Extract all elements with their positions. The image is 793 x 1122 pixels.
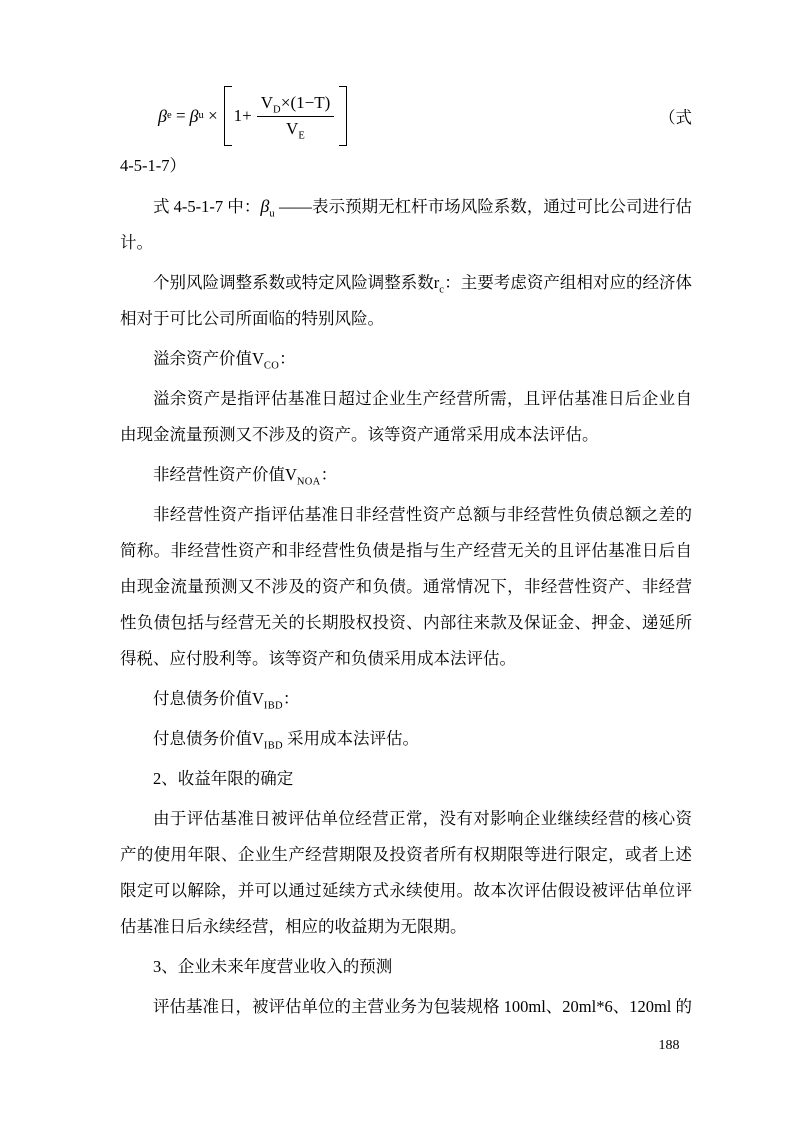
heading-section-2-income-period: 2、收益年限的确定 bbox=[153, 769, 294, 788]
left-bracket bbox=[224, 86, 232, 146]
rc-variable: r bbox=[433, 273, 440, 292]
heading-non-operating-assets: 非经营性资产价值$V_{NOA}$： bbox=[153, 465, 338, 488]
equation-label-wrap: 4-5-1-7） bbox=[120, 156, 186, 175]
page-content bbox=[120, 84, 692, 1029]
paragraph-non-operating-assets: 非经营性资产指评估基准日非经营性资产总额与非经营性负债总额之差的简称。非经营性资产和非经营性负债是指与生产经营无关的且评估基准日后自由现金流量预测又不涉及的资产和负债。通常情况下，非经营性资产、非经营性负债包括与经营无关的长期股权投资、内部往来款及保证金、押金、递延所得税、应付股利等。该等资产和负债采用成本法评估。 bbox=[120, 505, 692, 668]
vnoa-variable: V bbox=[285, 465, 297, 484]
paragraph-risk-adjustment: 个别风险调整系数或特定风险调整系数$r_c$：主要考虑资产组相对应的经济体相对于可比公司所面临的特别风险。 bbox=[120, 273, 693, 328]
heading-surplus-assets: 溢余资产价值$V_{CO}$： bbox=[153, 349, 296, 372]
multiply-sign: × bbox=[208, 106, 218, 125]
heading-interest-bearing-debt: 付息债务价值$V_{IBD}$： bbox=[153, 689, 300, 712]
vibd-variable: V bbox=[252, 689, 264, 708]
equation-beta-leverage: β e = β u × 1+ $\frac{V_D\times(1-T)}{V_E}$ bbox=[158, 86, 349, 146]
formula-rhs-variable: β bbox=[189, 105, 199, 126]
vibd-variable-2: V bbox=[252, 729, 264, 748]
vco-variable: V bbox=[252, 349, 264, 368]
fraction-numerator: $V_D\times(1-T)$ bbox=[257, 92, 335, 117]
paragraph-beta-definition: 式 4-5-1-7 中：$\beta_u$ ——表示预期无杠杆市场风险系数，通过可比公司进行估计。 bbox=[120, 196, 693, 252]
beta-u-variable: β bbox=[260, 196, 270, 216]
equation-label-open: （式 bbox=[659, 108, 692, 127]
paragraph-surplus-assets: 溢余资产是指评估基准日超过企业生产经营所需，且评估基准日后企业自由现金流量预测又不涉及的资产。该等资产通常采用成本法评估。 bbox=[120, 389, 692, 444]
paragraph-interest-bearing-debt: 付息债务价值$V_{IBD}$ 采用成本法评估。 bbox=[153, 729, 420, 752]
heading-section-3-revenue-forecast: 3、企业未来年度营业收入的预测 bbox=[153, 957, 393, 976]
right-bracket bbox=[339, 86, 347, 146]
equals-sign: = bbox=[175, 106, 186, 125]
one-plus-term: 1+ bbox=[233, 106, 252, 125]
formula-row bbox=[120, 84, 692, 148]
paragraph-income-period: 由于评估基准日被评估单位经营正常，没有对影响企业继续经营的核心资产的使用年限、企业生产经营期限及投资者所有权期限等进行限定，或者上述限定可以解除，并可以通过延续方式永续使用。故本次评估假设被评估单位评估基准日后永续经营，相应的收益期为无限期。 bbox=[120, 809, 692, 936]
paragraph-revenue-forecast: 评估基准日，被评估单位的主营业务为包装规格 100ml、20ml*6、120ml 的 bbox=[153, 997, 693, 1016]
fraction-denominator: $V_E$ bbox=[286, 118, 306, 141]
fraction bbox=[257, 92, 335, 141]
page-number: 188 bbox=[658, 1038, 680, 1053]
formula-lhs-variable: β bbox=[158, 105, 167, 126]
